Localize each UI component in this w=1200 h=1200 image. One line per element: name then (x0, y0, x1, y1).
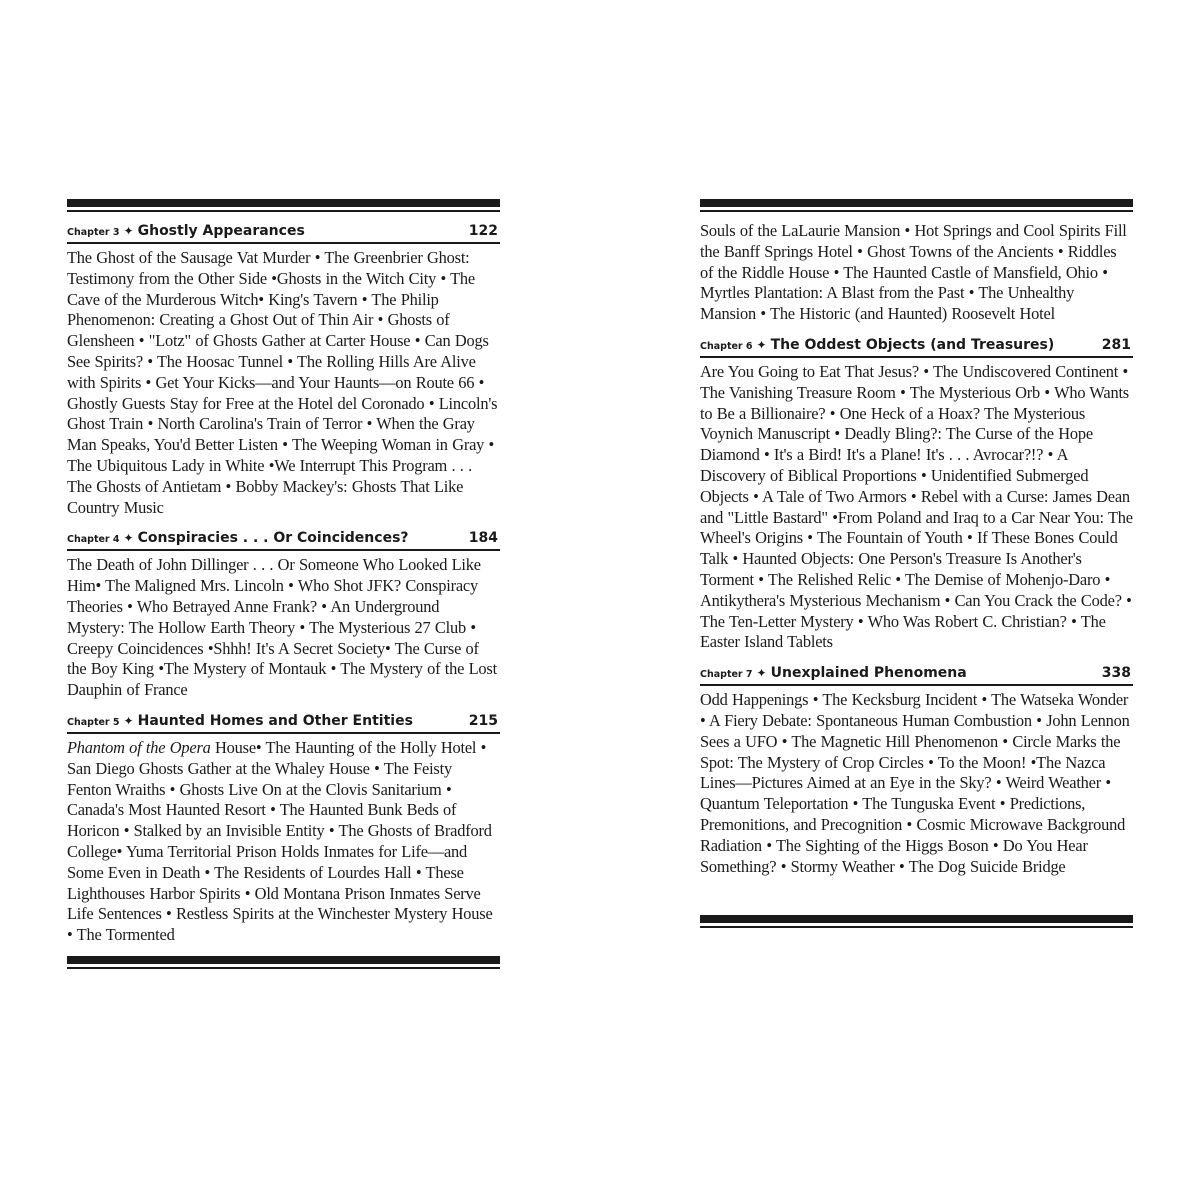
ornament-icon: ✦ (756, 666, 767, 681)
right-page (700, 199, 1133, 923)
chapter-page-number: 215 (468, 712, 498, 729)
top-rule (67, 199, 500, 207)
chapter-5-text: House• The Haunting of the Holly Hotel • San Diego Ghosts Gather at the Whaley House • The Feisty Fenton Wraiths • Ghosts Live On at the Clovis Sanitarium • Canada's Most Haunted Resort • The Haunted Bunk Beds of Horicon • Stalked by an Invisible Entity • The Ghosts of Bradford College• Yuma Territorial Prison Holds Inmates for Life—and Some Even in Death • The Residents of Lourdes Hall • These Lighthouses Harbor Spirits • Old Montana Prison Inmates Serve Life Sentences • Restless Spirits at the Winchester Mystery House • The Tormented (67, 737, 493, 945)
chapter-5-heading (67, 711, 500, 734)
chapter-7-heading (700, 663, 1133, 686)
left-page (67, 199, 500, 964)
chapter-page-number: 338 (1101, 665, 1131, 682)
chapter-5-contents (67, 738, 500, 946)
chapter-number: Chapter 5 (67, 716, 120, 728)
chapter-4-heading (67, 528, 500, 551)
chapter-6-contents: Are You Going to Eat That Jesus? • The Undiscovered Continent • The Vanishing Treasure Room • The Mysterious Orb • Who Wants to Be a Billionaire? • One Heck of a Hoax? The Mysterious Voynich Manuscript • Deadly Bling?: The Curse of the Hope Diamond • It's a Bird! It's a Plane! It's . . . Avrocar?!? • A Discovery of Biblical Proportions • Unidentified Submerged Objects • A Tale of Two Armors • Rebel with a Curse: James Dean and "Little Bastard" •From Poland and Iraq to a Car Near You: The Wheel's Origins • The Fountain of Youth • If These Bones Could Talk • Haunted Objects: One Person's Treasure Is Another's Torment • The Relished Relic • The Demise of Mohenjo-Daro • Antikythera's Mysterious Mechanism • Can You Crack the Code? • The Ten-Letter Mystery • Who Was Robert C. Christian? • The Easter Island Tablets (700, 361, 1133, 652)
chapter-4-contents: The Death of John Dillinger . . . Or Someone Who Looked Like Him• The Maligned Mrs. Lincoln • Who Shot JFK? Conspiracy Theories • Who Betrayed Anne Frank? • An Underground Mystery: The Hollow Earth Theory • The Mysterious 27 Club • Creepy Coincidences •Shhh! It's A Secret Society• The Curse of the Boy King •The Mystery of Montauk • The Mystery of the Lost Dauphin of France (67, 555, 497, 700)
chapter-number: Chapter 4 (67, 534, 120, 546)
chapter-page-number: 184 (468, 530, 498, 547)
chapter-7-contents: Odd Happenings • The Kecksburg Incident • The Watseka Wonder • A Fiery Debate: Spontaneous Human Combustion • John Lennon Sees a UFO • The Magnetic Hill Phenomenon • Circle Marks the Spot: The Mystery of Crop Circles • To the Moon! •The Nazca Lines—Pictures Aimed at an Eye in the Sky? • Weird Weather • Quantum Teleportation • The Tunguska Event • Predictions, Premonitions, and Precognition • Cosmic Microwave Background Radiation • The Sighting of the Higgs Boson • Do You Hear Something? • Stormy Weather • The Dog Suicide Bridge (700, 690, 1130, 876)
chapter-title: Conspiracies . . . Or Coincidences? (137, 530, 409, 547)
ornament-icon: ✦ (756, 337, 767, 352)
chapter-6-heading (700, 335, 1133, 358)
chapter-3-heading (67, 221, 500, 244)
chapter-number: Chapter 3 (67, 227, 120, 238)
ornament-icon: ✦ (123, 224, 134, 238)
continued-contents: Souls of the LaLaurie Mansion • Hot Springs and Cool Spirits Fill the Banff Springs Hotel • Ghost Towns of the Ancients • Riddles of the Riddle House • The Haunted Castle of Mansfield, Ohio • Myrtles Plantation: A Blast from the Past • The Unhealthy Mansion • The Historic (and Haunted) Roosevelt Hotel (700, 221, 1127, 324)
ornament-icon: ✦ (123, 531, 134, 546)
bottom-rule (67, 956, 500, 964)
chapter-title: Ghostly Appearances (137, 223, 305, 239)
chapter-number: Chapter 7 (700, 669, 753, 681)
chapter-page-number: 281 (1101, 336, 1131, 353)
top-rule (700, 199, 1133, 207)
chapter-title: Unexplained Phenomena (770, 665, 967, 682)
chapter-3-contents: The Ghost of the Sausage Vat Murder • The Greenbrier Ghost: Testimony from the Other Side •Ghosts in the Witch City • The Cave of the Murderous Witch• King's Tavern • The Philip Phenomenon: Creating a Ghost Out of Thin Air • Ghosts of Glensheen • "Lotz" of Ghosts Gather at Carter House • Can Dogs See Spirits? • The Hoosac Tunnel • The Rolling Hills Are Alive with Spirits • Get Your Kicks—and Your Haunts—on Route 66 • Ghostly Guests Stay for Free at the Hotel del Coronado • Lincoln's Ghost Train • North Carolina's Train of Terror • When the Gray Man Speaks, You'd Better Listen • The Weeping Woman in Gray • The Ubiquitous Lady in White •We Interrupt This Program . . . The Ghosts of Antietam • Bobby Mackey's: Ghosts That Like Country Music (67, 248, 498, 517)
chapter-page-number: 122 (468, 223, 498, 239)
italic-title: Phantom of the Opera (67, 737, 211, 757)
bottom-rule (700, 915, 1133, 923)
chapter-title: Haunted Homes and Other Entities (137, 712, 413, 729)
chapter-title: The Oddest Objects (and Treasures) (770, 336, 1055, 353)
ornament-icon: ✦ (123, 713, 134, 728)
chapter-number: Chapter 6 (700, 340, 753, 352)
